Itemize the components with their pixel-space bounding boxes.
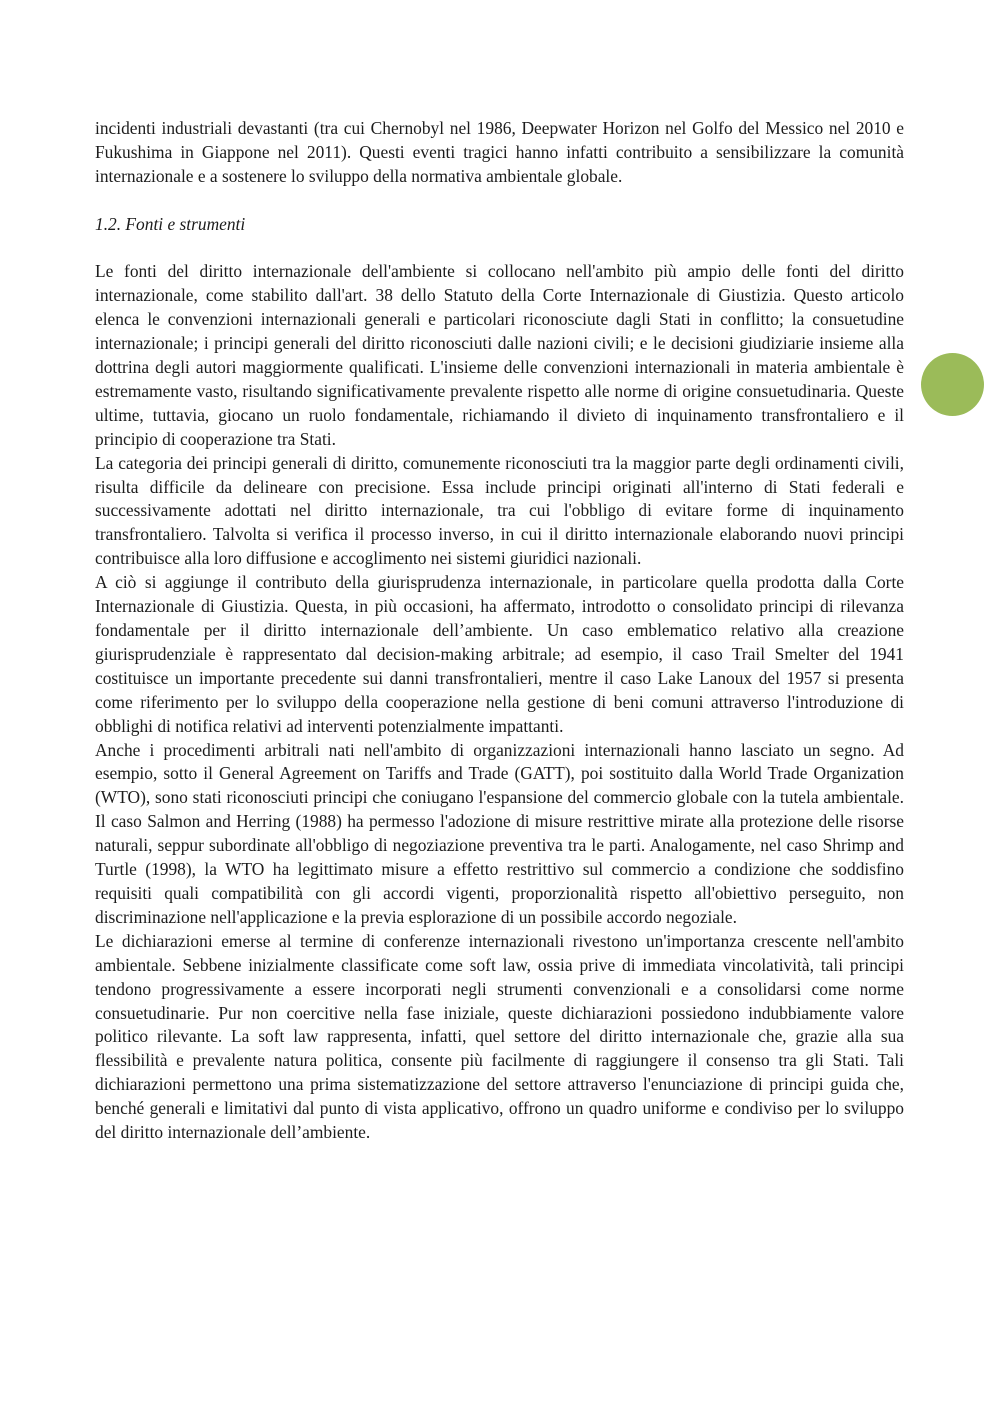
- paragraph-sources: Le fonti del diritto internazionale dell'ambiente si collocano nell'ambito più ampio delle fonti del diritto internazionale, come stabilito dall'art. 38 dello Statuto della Corte Internazionale di Giustizia. Questo articolo elenca le convenzioni internazionali generali e particolari riconosciute dagli Stati in conflitto; la consuetudine internazionale; i principi generali del diritto riconosciuti dalle nazioni civili; e le decisioni giudiziarie insieme alla dottrina degli autori maggiormente qualificati. L'insieme delle convenzioni internazionali in materia ambientale è estremamente vasto, risultando significativamente prevalente rispetto alle norme di origine consuetudinaria. Queste ultime, tuttavia, giocano un ruolo fondamentale, richiamando il divieto di inquinamento transfrontaliero e il principio di cooperazione tra Stati.: [95, 261, 904, 449]
- paragraph-arbitral-procedures: Anche i procedimenti arbitrali nati nell'ambito di organizzazioni internazionali hanno lasciato un segno. Ad esempio, sotto il General Agreement on Tariffs and Trade (GATT), poi sostituito dalla World Trade Organization (WTO), sono stati riconosciuti principi che coniugano l'espansione del commercio globale con la tutela ambientale. Il caso Salmon and Herring (1988) ha permesso l'adozione di misure restrittive mirate alla protezione delle risorse naturali, seppur subordinate all'obbligo di negoziazione preventiva tra le parti. Analogamente, nel caso Shrimp and Turtle (1998), la WTO ha legittimato misure a effetto restrittivo sul commercio a condizione che soddisfino requisiti quali compatibilità con gli accordi vigenti, proporzionalità rispetto all'obiettivo perseguito, non discriminazione nell'applicazione e la previa esplorazione di un possibile accordo negoziale.: [95, 739, 904, 927]
- intro-paragraph: incidenti industriali devastanti (tra cui Chernobyl nel 1986, Deepwater Horizon nel Golfo del Messico nel 2010 e Fukushima in Giappone nel 2011). Questi eventi tragici hanno infatti contribuito a sensibilizzare la comunità internazionale e a sostenere lo sviluppo della normativa ambientale globale.: [95, 118, 904, 186]
- green-circle-marker: [921, 353, 984, 416]
- paragraph-soft-law: Le dichiarazioni emerse al termine di conferenze internazionali rivestono un'importanza crescente nell'ambito ambientale. Sebbene inizialmente classificate come soft law, ossia prive di immediata vincolatività, tali principi tendono progressivamente a essere incorporati negli strumenti convenzionali e a consolidarsi come norme consuetudinarie. Pur non coercitive nella fase iniziale, queste dichiarazioni possiedono indubbiamente valore politico rilevante. La soft law rappresenta, infatti, quel settore del diritto internazionale che, grazie alla sua flessibilità e prevalente natura politica, consente più facilmente di raggiungere il consenso tra gli Stati. Tali dichiarazioni permettono una prima sistematizzazione del settore attraverso l'enunciazione di principi guida che, benché generali e limitativi dal punto di vista applicativo, offrono un quadro uniforme e condiviso per lo sviluppo del diritto internazionale dell’ambiente.: [95, 930, 904, 1143]
- section-heading: 1.2. Fonti e strumenti: [95, 213, 246, 234]
- document-body: [95, 117, 904, 1145]
- paragraph-jurisprudence: A ciò si aggiunge il contributo della giurisprudenza internazionale, in particolare quella prodotta dalla Corte Internazionale di Giustizia. Questa, in più occasioni, ha affermato, introdotto o consolidato principi di rilevanza fondamentale per il diritto internazionale dell’ambiente. Un caso emblematico relativo alla creazione giurisprudenziale è rappresentato dal decision-making arbitrale; ad esempio, il caso Trail Smelter del 1941 costituisce un importante precedente sui danni transfrontalieri, mentre il caso Lake Lanoux del 1957 si presenta come riferimento per lo sviluppo della cooperazione nella gestione di beni comuni attraverso l'introduzione di obblighi di notifica relativi ad interventi potenzialmente impattanti.: [95, 572, 904, 736]
- paragraph-general-principles: La categoria dei principi generali di diritto, comunemente riconosciuti tra la maggior parte degli ordinamenti civili, risulta difficile da delineare con precisione. Essa include principi originati all'interno di Stati federali e successivamente adottati nel diritto internazionale, tra cui l'obbligo di evitare forme di inquinamento transfrontaliero. Talvolta si verifica il processo inverso, in cui il diritto internazionale elaborando nuovi principi contribuisce alla loro diffusione e accoglimento nei sistemi giuridici nazionali.: [95, 452, 904, 569]
